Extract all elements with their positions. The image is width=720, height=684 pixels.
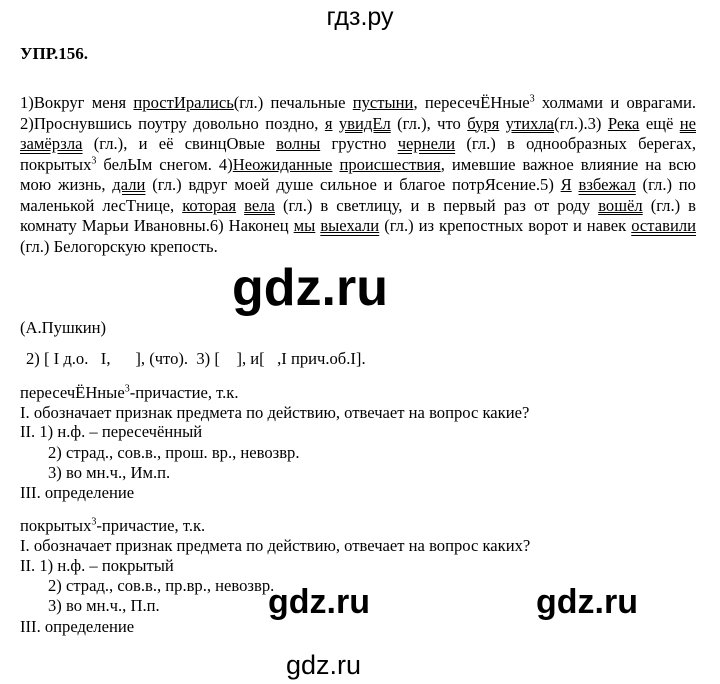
text-fragment: (гл.) вдруг моей душе сильное и благое потрЯсение.5): [145, 175, 561, 194]
footnote-mark: 3: [124, 383, 130, 395]
text-fragment: вошёл: [598, 195, 643, 215]
analysis-heading: [20, 383, 239, 403]
text-fragment: [572, 175, 579, 194]
text-fragment: (гл.) по маленькой лесТнице,: [20, 175, 696, 215]
text-fragment: холмами и оврагами. 2)Проснувшись поутру довольно поздно,: [20, 93, 696, 133]
analysis-line: 3) во мн.ч., Им.п.: [48, 463, 171, 482]
analysis-line: I. обозначает признак предмета по действию, отвечает на вопрос какие?: [20, 403, 530, 422]
text-fragment: 1)Вокруг меня: [20, 93, 134, 112]
exercise-title: УПР.156.: [20, 44, 88, 63]
text-fragment: ещё: [639, 113, 680, 133]
text-fragment: [236, 196, 244, 215]
text-fragment: дали: [112, 175, 146, 194]
text-fragment: буря: [467, 113, 500, 133]
text-fragment: (гл.) в однообразных берегах, покрытых: [20, 134, 696, 174]
text-fragment: (гл.), и её свинцОвые: [82, 134, 277, 153]
footnote-mark: 3: [91, 516, 97, 528]
text-fragment: вела: [244, 195, 275, 215]
text-fragment: грустно: [320, 134, 398, 153]
analysis-line: III. определение: [20, 483, 135, 502]
watermark: gdz.ru: [268, 583, 370, 621]
analysis-line: 2) страд., сов.в., прош. вр., невозвр.: [48, 443, 300, 462]
text-fragment: (гл.) в комнату Марьи Ивановны.6) Наконец: [20, 195, 697, 235]
analysis-word-suffix: -причастие, т.к.: [96, 516, 206, 535]
text-fragment: происшествия: [339, 154, 441, 174]
text-fragment: Я: [560, 175, 572, 194]
watermark: gdz.ru: [232, 259, 388, 317]
sentence-schema: 2) [ I д.о. I, ], (что). 3) [ ], и[ ,I прич.об.I].: [26, 349, 366, 368]
text-fragment: (гл.) Белогорскую крепость.: [20, 236, 218, 256]
text-fragment: взбежал: [578, 175, 636, 194]
analysis-line: I. обозначает признак предмета по действию, отвечает на вопрос каких?: [20, 536, 531, 555]
text-fragment: , пересечЁНные: [413, 93, 530, 112]
text-fragment: пустыни: [352, 93, 414, 112]
text-fragment: (гл.), что: [390, 113, 468, 133]
text-fragment: оставили: [631, 216, 696, 235]
text-fragment: простИрались: [133, 93, 234, 112]
watermark: gdz.ru: [286, 650, 362, 680]
analysis-word-suffix: -причастие, т.к.: [129, 383, 239, 402]
text-fragment: которая: [182, 195, 237, 215]
text-fragment: (гл.).3): [554, 113, 608, 133]
text-fragment: я: [324, 113, 333, 133]
text-fragment: Река: [607, 113, 640, 133]
analysis-line: 2) страд., сов.в., пр.вр., невозвр.: [48, 576, 275, 595]
text-fragment: (гл.) из крепостных ворот и навек: [379, 216, 632, 235]
text-fragment: выехали: [320, 216, 380, 235]
footnote-mark: 3: [91, 154, 97, 166]
analysis-word: покрытых: [20, 516, 92, 535]
author: (А.Пушкин): [20, 318, 107, 337]
analysis-heading: [20, 516, 205, 536]
text-fragment: мы: [293, 216, 316, 235]
text-fragment: белЫм снегом. 4): [96, 154, 233, 174]
text-fragment: чернели: [397, 134, 456, 153]
text-fragment: волны: [276, 134, 321, 153]
exercise-text: [20, 93, 696, 257]
analysis-line: 3) во мн.ч., П.п.: [48, 596, 160, 615]
watermark: gdz.ru: [536, 583, 638, 621]
text-fragment: увидЕл: [338, 113, 391, 133]
text-fragment: утихла: [505, 113, 555, 133]
analysis-word: пересечЁНные: [20, 383, 125, 402]
footnote-mark: 3: [529, 93, 535, 105]
text-fragment: (гл.) в светлицу, и в первый раз от роду: [274, 195, 599, 215]
analysis-line: II. 1) н.ф. – покрытый: [20, 556, 174, 575]
text-fragment: (гл.) печальные: [233, 93, 353, 112]
text-fragment: , имевшие важное влияние на всю мою жизнь,: [20, 154, 697, 194]
text-fragment: Неожиданные: [232, 154, 333, 174]
analysis-line: III. определение: [20, 617, 135, 636]
site-header: гдз.ру: [326, 3, 394, 31]
analysis-line: II. 1) н.ф. – пересечённый: [20, 422, 203, 441]
text-fragment: не замёрзла: [20, 113, 696, 153]
